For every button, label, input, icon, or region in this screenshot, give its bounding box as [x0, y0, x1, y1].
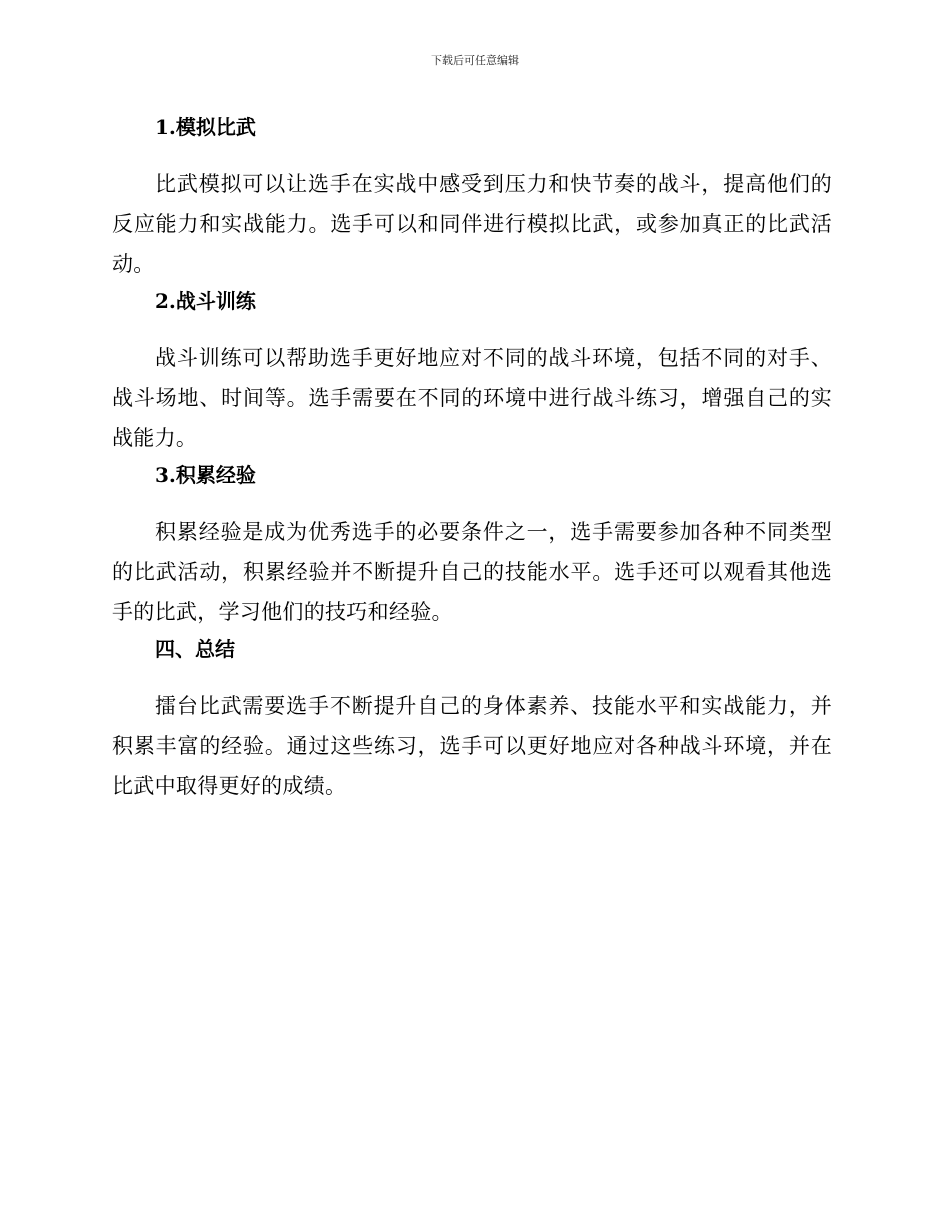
section-summary — [112, 632, 832, 806]
document-body — [112, 110, 832, 806]
section-paragraph: 积累经验是成为优秀选手的必要条件之一，选手需要参加各种不同类型的比武活动，积累经验并不断提升自己的技能水平。选手还可以观看其他选手的比武，学习他们的技巧和经验。 — [112, 520, 832, 624]
section-heading: 四、总结 — [155, 637, 235, 661]
page-header: 下载后可任意编辑 — [431, 54, 519, 67]
section-paragraph: 战斗训练可以帮助选手更好地应对不同的战斗环境，包括不同的对手、战斗场地、时间等。选手需要在不同的环境中进行战斗练习，增强自己的实战能力。 — [112, 346, 832, 450]
section-heading: 1.模拟比武 — [155, 115, 256, 139]
section-combat-training — [112, 284, 832, 458]
section-heading: 3.积累经验 — [155, 463, 256, 487]
section-accumulate-experience — [112, 458, 832, 632]
section-paragraph: 比武模拟可以让选手在实战中感受到压力和快节奏的战斗，提高他们的反应能力和实战能力。选手可以和同伴进行模拟比武，或参加真正的比武活动。 — [112, 172, 832, 276]
section-paragraph: 擂台比武需要选手不断提升自己的身体素养、技能水平和实战能力，并积累丰富的经验。通过这些练习，选手可以更好地应对各种战斗环境，并在比武中取得更好的成绩。 — [112, 694, 832, 798]
section-heading: 2.战斗训练 — [155, 289, 256, 313]
section-simulated-match — [112, 110, 832, 284]
